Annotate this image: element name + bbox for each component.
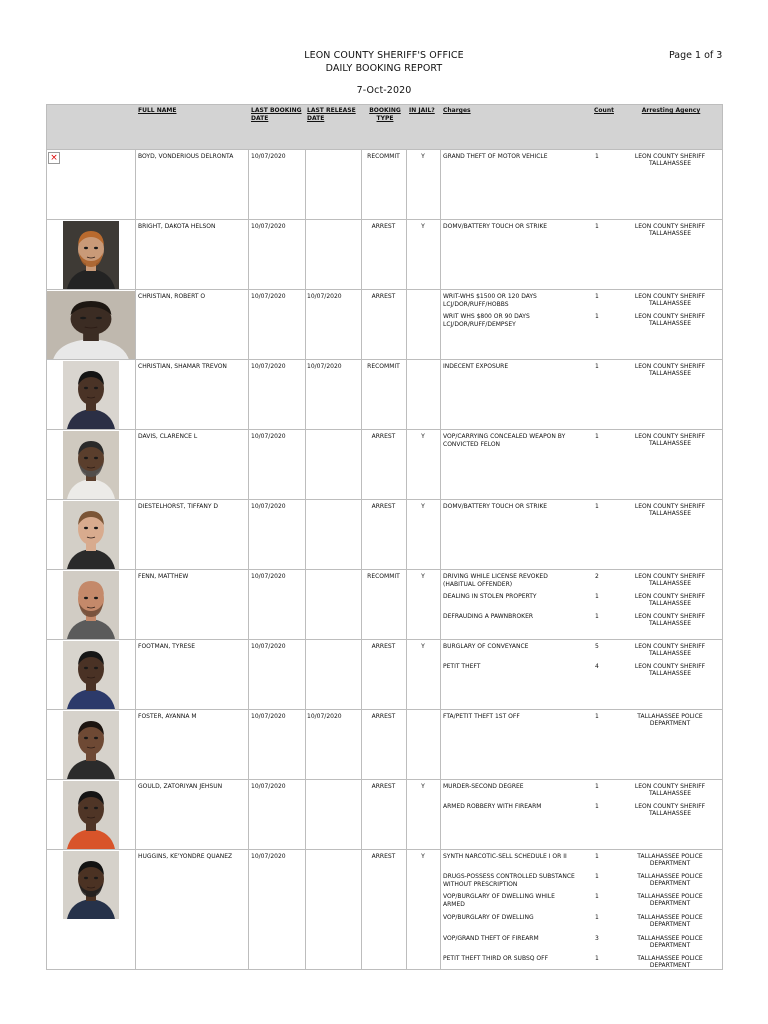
arresting-agency: LEON COUNTY SHERIFF TALLAHASSEE bbox=[634, 363, 706, 377]
full-name: HUGGINS, KE'YONDRE QUANEZ bbox=[138, 853, 233, 860]
col-booking-type: BOOKING TYPE bbox=[369, 107, 401, 122]
charge-description: ARMED ROBBERY WITH FIREARM bbox=[443, 803, 542, 810]
last-booking-date: 10/07/2020 bbox=[251, 503, 286, 510]
charge-count: 5 bbox=[595, 643, 599, 650]
last-booking-date: 10/07/2020 bbox=[251, 223, 286, 230]
charge-description: PETIT THEFT bbox=[443, 663, 481, 670]
booking-type: ARREST bbox=[371, 643, 396, 650]
mugshot-photo bbox=[63, 781, 119, 849]
last-booking-date: 10/07/2020 bbox=[251, 433, 286, 440]
report-title: DAILY BOOKING REPORT bbox=[325, 63, 443, 74]
mugshot-photo bbox=[63, 221, 119, 289]
charge-count: 1 bbox=[595, 613, 599, 620]
charge-count: 1 bbox=[595, 363, 599, 370]
charge-description: DOMV/BATTERY TOUCH OR STRIKE bbox=[443, 503, 548, 510]
in-jail: Y bbox=[421, 573, 425, 580]
charge-description: PETIT THEFT THIRD OR SUBSQ OFF bbox=[443, 955, 549, 962]
booking-type: ARREST bbox=[371, 503, 396, 510]
table-row bbox=[47, 849, 722, 969]
broken-image-icon: × bbox=[48, 152, 60, 164]
charge-description: BURGLARY OF CONVEYANCE bbox=[443, 643, 529, 650]
full-name: DAVIS, CLARENCE L bbox=[138, 433, 198, 440]
mugshot-photo bbox=[63, 571, 119, 639]
mugshot-photo bbox=[63, 361, 119, 429]
arresting-agency: LEON COUNTY SHERIFF TALLAHASSEE bbox=[634, 783, 706, 797]
charge-description: MURDER-SECOND DEGREE bbox=[443, 783, 524, 790]
in-jail: Y bbox=[421, 223, 425, 230]
charge-count: 1 bbox=[595, 223, 599, 230]
last-booking-date: 10/07/2020 bbox=[251, 363, 286, 370]
booking-type: ARREST bbox=[371, 853, 396, 860]
full-name: GOULD, ZATORIYAN JEHSUN bbox=[138, 783, 223, 790]
report-date: 7-Oct-2020 bbox=[356, 85, 412, 96]
arresting-agency: LEON COUNTY SHERIFF TALLAHASSEE bbox=[634, 153, 706, 167]
charge-count: 1 bbox=[595, 293, 599, 300]
booking-type: RECOMMIT bbox=[367, 363, 400, 370]
col-charges: Charges bbox=[443, 107, 471, 114]
booking-type: RECOMMIT bbox=[367, 153, 400, 160]
arresting-agency: LEON COUNTY SHERIFF TALLAHASSEE bbox=[634, 663, 706, 677]
in-jail: Y bbox=[421, 153, 425, 160]
last-booking-date: 10/07/2020 bbox=[251, 853, 286, 860]
charge-count: 3 bbox=[595, 935, 599, 942]
mugshot-photo bbox=[63, 431, 119, 499]
table-row bbox=[47, 289, 722, 359]
last-booking-date: 10/07/2020 bbox=[251, 153, 286, 160]
col-in-jail: IN JAIL? bbox=[409, 107, 435, 114]
charge-description: FTA/PETIT THEFT 1ST OFF bbox=[443, 713, 520, 720]
booking-table bbox=[46, 104, 723, 970]
charge-count: 1 bbox=[595, 893, 599, 900]
col-count: Count bbox=[594, 107, 614, 114]
charge-description: DRIVING WHILE LICENSE REVOKED (HABITUAL OFFENDER) bbox=[443, 573, 548, 588]
in-jail: Y bbox=[421, 503, 425, 510]
last-booking-date: 10/07/2020 bbox=[251, 713, 286, 720]
in-jail: Y bbox=[421, 643, 425, 650]
table-row bbox=[47, 499, 722, 569]
arresting-agency: TALLAHASSEE POLICE DEPARTMENT bbox=[637, 893, 703, 907]
arresting-agency: LEON COUNTY SHERIFF TALLAHASSEE bbox=[634, 293, 706, 307]
arresting-agency: LEON COUNTY SHERIFF TALLAHASSEE bbox=[634, 593, 706, 607]
last-booking-date: 10/07/2020 bbox=[251, 293, 286, 300]
full-name: CHRISTIAN, SHAMAR TREVON bbox=[138, 363, 227, 370]
charge-description: VOP/CARRYING CONCEALED WEAPON BY CONVICTED FELON bbox=[443, 433, 566, 448]
booking-type: ARREST bbox=[371, 433, 396, 440]
table-row bbox=[47, 219, 722, 289]
arresting-agency: TALLAHASSEE POLICE DEPARTMENT bbox=[637, 853, 703, 867]
arresting-agency: LEON COUNTY SHERIFF TALLAHASSEE bbox=[634, 643, 706, 657]
table-row bbox=[47, 779, 722, 849]
charge-description: WRIT-WHS $1500 OR 120 DAYS LCJ/DOR/RUFF/HOBBS bbox=[443, 293, 537, 308]
arresting-agency: LEON COUNTY SHERIFF TALLAHASSEE bbox=[634, 433, 706, 447]
charge-description: VOP/BURGLARY OF DWELLING bbox=[443, 914, 534, 921]
charge-count: 1 bbox=[595, 783, 599, 790]
table-row bbox=[47, 639, 722, 709]
booking-type: ARREST bbox=[371, 223, 396, 230]
table-header bbox=[47, 105, 722, 149]
arresting-agency: LEON COUNTY SHERIFF TALLAHASSEE bbox=[634, 613, 706, 627]
charge-count: 1 bbox=[595, 914, 599, 921]
mugshot-photo bbox=[63, 641, 119, 709]
full-name: FENN, MATTHEW bbox=[138, 573, 189, 580]
charge-description: DEFRAUDING A PAWNBROKER bbox=[443, 613, 534, 620]
full-name: DIESTELHORST, TIFFANY D bbox=[138, 503, 219, 510]
charge-description: WRIT WHS $800 OR 90 DAYS LCJ/DOR/RUFF/DEMPSEY bbox=[443, 313, 530, 328]
col-last-release-date: LAST RELEASE DATE bbox=[307, 107, 356, 122]
charge-count: 1 bbox=[595, 593, 599, 600]
charge-count: 1 bbox=[595, 153, 599, 160]
page-number: Page 1 of 3 bbox=[669, 50, 723, 61]
arresting-agency: LEON COUNTY SHERIFF TALLAHASSEE bbox=[634, 223, 706, 237]
arresting-agency: LEON COUNTY SHERIFF TALLAHASSEE bbox=[634, 503, 706, 517]
charge-count: 1 bbox=[595, 433, 599, 440]
charge-description: GRAND THEFT OF MOTOR VEHICLE bbox=[443, 153, 548, 160]
arresting-agency: TALLAHASSEE POLICE DEPARTMENT bbox=[637, 713, 703, 727]
arresting-agency: TALLAHASSEE POLICE DEPARTMENT bbox=[637, 935, 703, 949]
booking-type: ARREST bbox=[371, 783, 396, 790]
in-jail: Y bbox=[421, 433, 425, 440]
in-jail: Y bbox=[421, 783, 425, 790]
charge-description: VOP/BURGLARY OF DWELLING WHILE ARMED bbox=[443, 893, 555, 908]
charge-description: VOP/GRAND THEFT OF FIREARM bbox=[443, 935, 539, 942]
arresting-agency: LEON COUNTY SHERIFF TALLAHASSEE bbox=[634, 803, 706, 817]
charge-count: 1 bbox=[595, 955, 599, 962]
charge-description: SYNTH NARCOTIC-SELL SCHEDULE I OR II bbox=[443, 853, 567, 860]
mugshot-photo bbox=[47, 291, 135, 359]
col-last-booking-date: LAST BOOKING DATE bbox=[251, 107, 302, 122]
last-release-date: 10/07/2020 bbox=[307, 363, 342, 370]
mugshot-photo bbox=[63, 851, 119, 919]
full-name: FOOTMAN, TYRESE bbox=[138, 643, 196, 650]
in-jail: Y bbox=[421, 853, 425, 860]
charge-description: DEALING IN STOLEN PROPERTY bbox=[443, 593, 537, 600]
charge-count: 1 bbox=[595, 713, 599, 720]
booking-type: ARREST bbox=[371, 713, 396, 720]
charge-description: DRUGS-POSSESS CONTROLLED SUBSTANCE WITHOUT PRESCRIPTION bbox=[443, 873, 575, 888]
arresting-agency: TALLAHASSEE POLICE DEPARTMENT bbox=[637, 914, 703, 928]
mugshot-photo bbox=[63, 501, 119, 569]
table-row bbox=[47, 149, 722, 219]
charge-description: DOMV/BATTERY TOUCH OR STRIKE bbox=[443, 223, 548, 230]
full-name: FOSTER, AYANNA M bbox=[138, 713, 197, 720]
arresting-agency: TALLAHASSEE POLICE DEPARTMENT bbox=[637, 873, 703, 887]
col-full-name: FULL NAME bbox=[138, 107, 177, 114]
last-release-date: 10/07/2020 bbox=[307, 713, 342, 720]
full-name: CHRISTIAN, ROBERT O bbox=[138, 293, 206, 300]
charge-description: INDECENT EXPOSURE bbox=[443, 363, 509, 370]
charge-count: 1 bbox=[595, 503, 599, 510]
mugshot-photo bbox=[63, 711, 119, 779]
table-row bbox=[47, 709, 722, 779]
col-arresting-agency: Arresting Agency bbox=[641, 107, 701, 114]
last-booking-date: 10/07/2020 bbox=[251, 643, 286, 650]
charge-count: 2 bbox=[595, 573, 599, 580]
booking-type: ARREST bbox=[371, 293, 396, 300]
last-booking-date: 10/07/2020 bbox=[251, 783, 286, 790]
arresting-agency: LEON COUNTY SHERIFF TALLAHASSEE bbox=[634, 573, 706, 587]
full-name: BRIGHT, DAKOTA HELSON bbox=[138, 223, 216, 230]
arresting-agency: LEON COUNTY SHERIFF TALLAHASSEE bbox=[634, 313, 706, 327]
report-office-title: LEON COUNTY SHERIFF'S OFFICE bbox=[304, 50, 464, 61]
arresting-agency: TALLAHASSEE POLICE DEPARTMENT bbox=[637, 955, 703, 969]
table-row bbox=[47, 359, 722, 429]
charge-count: 4 bbox=[595, 663, 599, 670]
booking-type: RECOMMIT bbox=[367, 573, 400, 580]
charge-count: 1 bbox=[595, 853, 599, 860]
charge-count: 1 bbox=[595, 313, 599, 320]
charge-count: 1 bbox=[595, 873, 599, 880]
last-booking-date: 10/07/2020 bbox=[251, 573, 286, 580]
last-release-date: 10/07/2020 bbox=[307, 293, 342, 300]
table-row bbox=[47, 429, 722, 499]
full-name: BOYD, VONDERIOUS DELRONTA bbox=[138, 153, 234, 160]
table-row bbox=[47, 569, 722, 639]
charge-count: 1 bbox=[595, 803, 599, 810]
